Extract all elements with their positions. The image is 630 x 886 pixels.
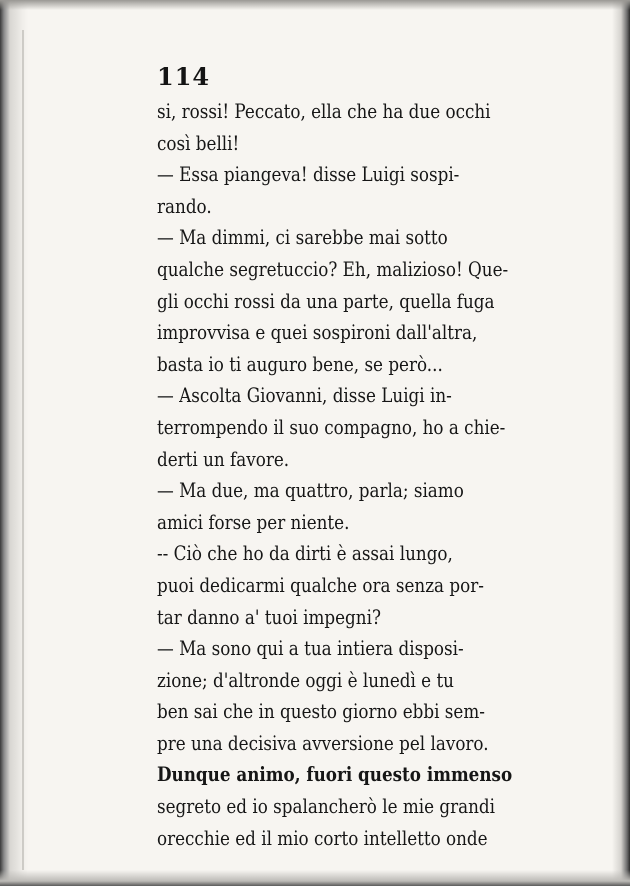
text-line: ben sai che in questo giorno ebbi sem-	[157, 700, 485, 724]
bottom-edge-shadow	[0, 870, 630, 886]
text-line: orecchie ed il mio corto intelletto onde	[157, 826, 488, 850]
text-line: — Ma dimmi, ci sarebbe mai sotto	[157, 226, 448, 250]
text-line: zione; d'altronde oggi è lunedì e tu	[157, 668, 454, 692]
text-line: basta io ti auguro bene, se però...	[157, 352, 443, 376]
text-line: — Ma sono qui a tua intiera disposi-	[157, 637, 464, 661]
text-line: qualche segretuccio? Eh, malizioso! Que-	[157, 257, 509, 281]
text-line: improvvisa e quei sospironi dall'altra,	[157, 321, 478, 345]
text-line: rando.	[157, 194, 212, 218]
text-line: puoi dedicarmi qualche ora senza por-	[157, 573, 484, 597]
page-number: 114	[157, 62, 211, 91]
text-line: derti un favore.	[157, 447, 290, 471]
text-line: amici forse per niente.	[157, 510, 350, 534]
top-edge-shadow	[0, 0, 630, 10]
text-line: pre una decisiva avversione pel lavoro.	[157, 731, 489, 755]
text-line: tar danno a' tuoi impegni?	[157, 605, 381, 629]
text-line: terrompendo il suo compagno, ho a chie-	[157, 415, 506, 439]
text-line: — Essa piangeva! disse Luigi sospi-	[157, 163, 460, 187]
right-edge-shadow	[612, 0, 630, 886]
text-line: -- Ciò che ho da dirti è assai lungo,	[157, 542, 453, 566]
text-line: così belli!	[157, 131, 240, 155]
text-line: Dunque animo, fuori questo immenso	[157, 763, 513, 787]
text-line: si, rossi! Peccato, ella che ha due occhi	[157, 100, 491, 123]
text-line: gli occhi rossi da una parte, quella fuga	[157, 289, 495, 313]
body-text	[157, 96, 527, 854]
text-line: — Ascolta Giovanni, disse Luigi in-	[157, 384, 452, 408]
text-line: segreto ed io spalancherò le mie grandi	[157, 795, 496, 819]
text-line: — Ma due, ma quattro, parla; siamo	[157, 479, 464, 503]
binding-fold	[22, 30, 24, 870]
